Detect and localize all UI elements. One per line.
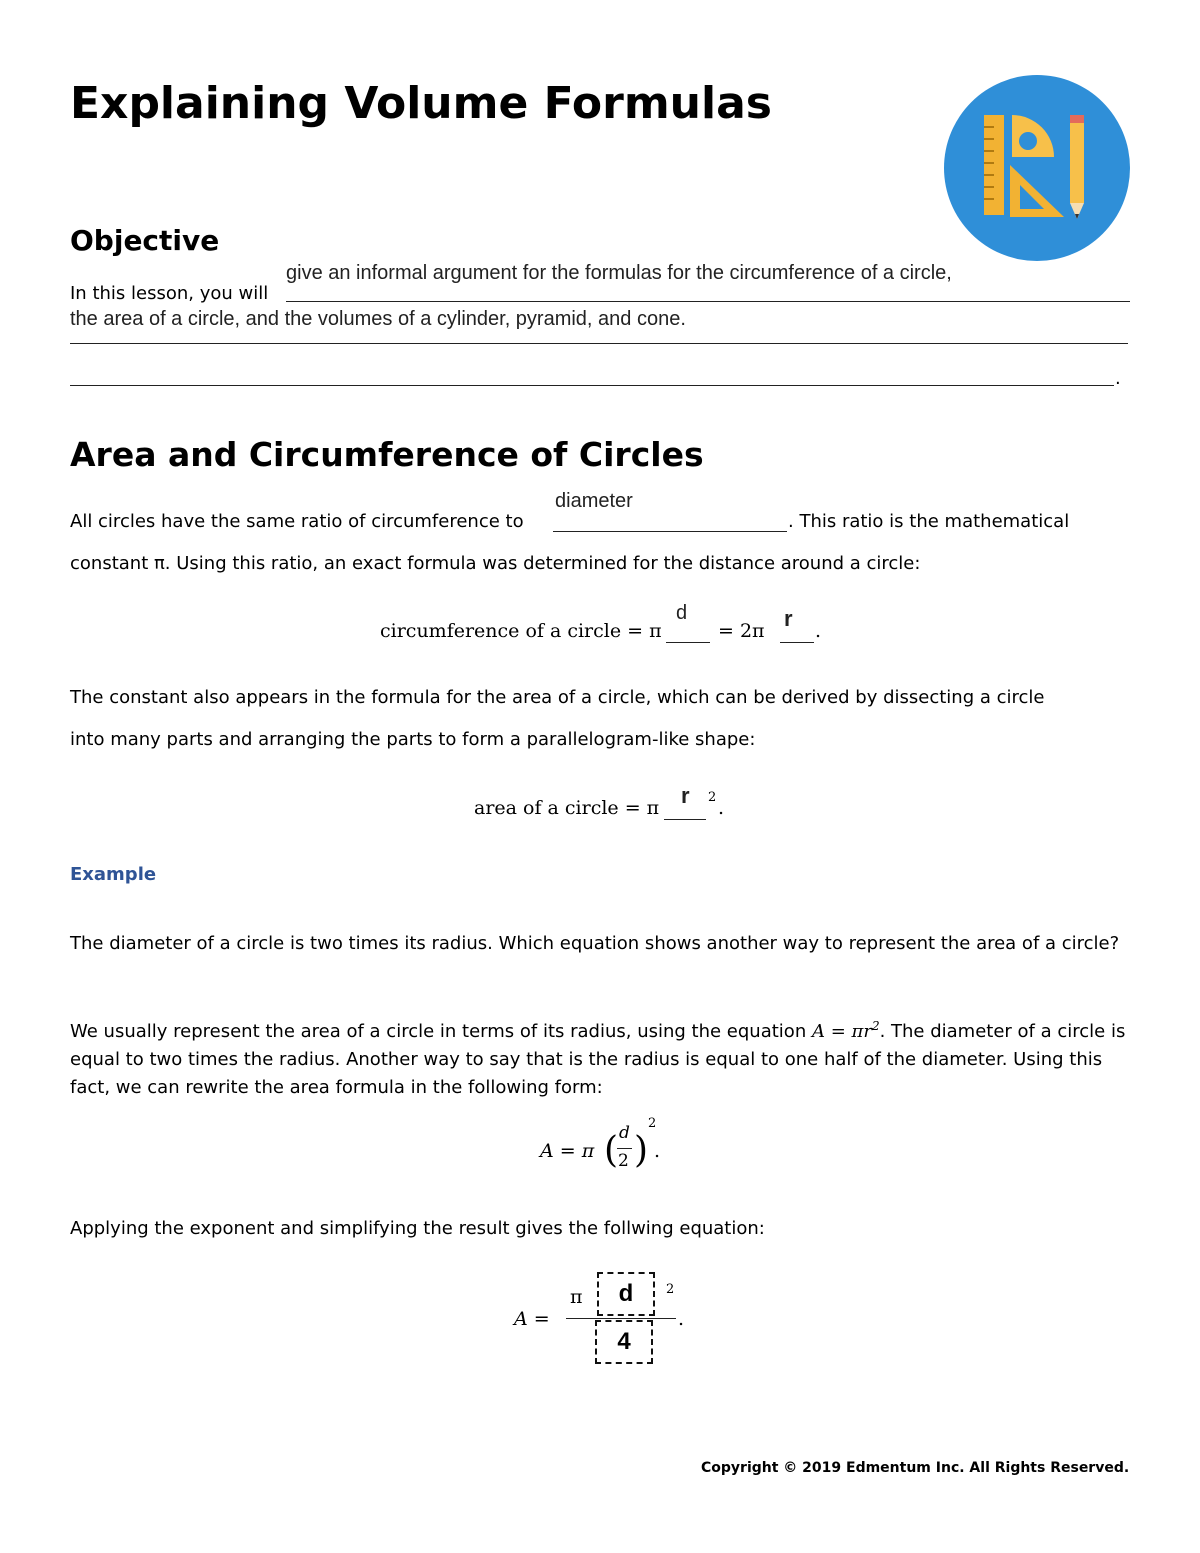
applying-text: Applying the exponent and simplifying the result gives the follwing equation: [70, 1218, 765, 1239]
para1-line2: constant π. Using this ratio, an exact formula was determined for the distance around a circle: [70, 553, 921, 574]
area-formula-lhs: area of a circle = π [474, 797, 660, 819]
formula2-denominator-answer-box: 4 [595, 1320, 653, 1364]
page-title: Explaining Volume Formulas [70, 78, 772, 129]
answer-line-1 [286, 301, 1130, 302]
example-question: The diameter of a circle is two times its radius. Which equation shows another way to represent the area of a circle? [70, 933, 1120, 954]
objective-lead: In this lesson, you will [70, 283, 269, 304]
example-label: Example [70, 864, 157, 885]
circumference-formula-end: . [815, 620, 822, 642]
circumference-formula-mid: = 2π [718, 620, 765, 642]
formula2-pi: π [570, 1286, 583, 1308]
circumference-blank-1 [666, 642, 710, 643]
formula2-exponent: 2 [666, 1282, 675, 1297]
example-explanation [70, 1012, 1130, 1102]
para2-line1: The constant also appears in the formula for the area of a circle, which can be derived by dissecting a circle [70, 687, 1045, 708]
para1-answer-line [553, 531, 787, 532]
para1-end: . This ratio is the mathematical [788, 511, 1070, 532]
formula1-numerator: d [619, 1123, 630, 1143]
ruler-protractor-logo-icon [944, 75, 1130, 261]
explanation-text-2: . The diameter of a circle is equal to two times the radius. Another way to say that is the radius is equal to one half of the diameter. Using this fact, we can rewrite the area formula in the following form: [70, 1021, 1126, 1098]
section-heading: Area and Circumference of Circles [70, 435, 704, 474]
formula1-right-paren: ) [634, 1130, 649, 1171]
para1-answer-diameter: diameter [555, 490, 633, 512]
explanation-text-1: We usually represent the area of a circle in terms of its radius, using the equation [70, 1021, 807, 1042]
formula1-left-paren: ( [604, 1130, 619, 1171]
area-blank [664, 819, 706, 820]
objective-answer-line1: give an informal argument for the formulas for the circumference of a circle, [286, 262, 952, 284]
circumference-blank-2 [780, 642, 814, 643]
para2-line2: into many parts and arranging the parts to form a parallelogram-like shape: [70, 729, 756, 750]
formula2-numerator-answer-box: d [597, 1272, 655, 1316]
area-formula-end: . [718, 797, 725, 819]
area-formula-exponent: 2 [708, 790, 717, 805]
objective-answer-line2: the area of a circle, and the volumes of a cylinder, pyramid, and cone. [70, 308, 686, 330]
answer-line-3 [70, 385, 1114, 386]
formula1-fraction-bar [617, 1148, 632, 1149]
explanation-equation: A = πr [811, 1021, 872, 1042]
formula2-end: . [678, 1308, 685, 1330]
para1-start: All circles have the same ratio of circumference to [70, 511, 524, 532]
circumference-formula-lhs: circumference of a circle = π [380, 620, 662, 642]
circumference-answer-d: d [676, 602, 688, 624]
formula1-exponent: 2 [648, 1116, 657, 1131]
answer-line-2 [70, 343, 1128, 344]
formula1-denominator: 2 [618, 1151, 629, 1171]
circumference-answer-r: r [784, 606, 793, 631]
formula1-end: . [654, 1140, 661, 1162]
formula1-lhs: A = π [540, 1140, 595, 1162]
copyright-footer: Copyright © 2019 Edmentum Inc. All Rights Reserved. [701, 1460, 1130, 1476]
formula2-lhs: A = [514, 1308, 550, 1330]
area-answer-r: r [681, 783, 690, 808]
objective-end-period: . [1115, 368, 1121, 389]
objective-heading: Objective [70, 224, 220, 257]
explanation-equation-exponent: 2 [871, 1019, 880, 1033]
formula2-fraction-bar [566, 1318, 676, 1319]
formula-d-over-2 [540, 1116, 670, 1180]
